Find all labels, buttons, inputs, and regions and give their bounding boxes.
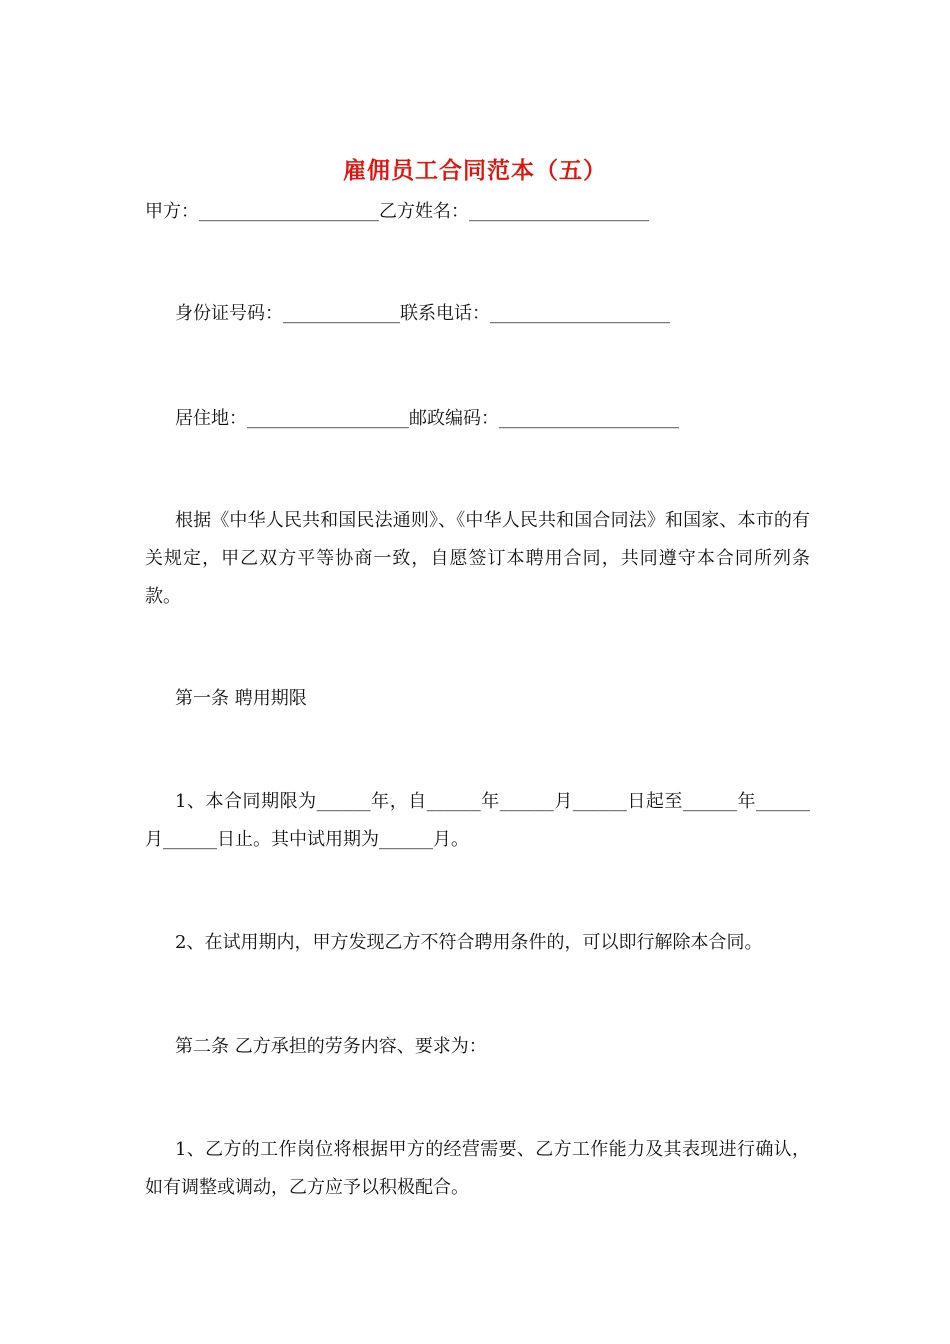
address-and-postcode-line: 居住地：__________________邮政编码：____________________: [175, 408, 679, 429]
article-2-item-1: 1、乙方的工作岗位将根据甲方的经营需要、乙方工作能力及其表现进行确认，如有调整或调动，乙方应予以积极配合。: [145, 1139, 810, 1198]
id-and-phone-line: 身份证号码：_____________联系电话：____________________: [175, 303, 670, 324]
article-1-heading: 第一条 聘用期限: [175, 688, 307, 709]
contract-title: 雇佣员工合同范本（五）: [343, 157, 607, 184]
article-1-item-1: 1、本合同期限为______年，自______年______月______日起至______年______月______日止。其中试用期为______月。: [145, 791, 810, 850]
intro-paragraph: 根据《中华人民共和国民法通则》、《中华人民共和国合同法》和国家、本市的有关规定，甲乙双方平等协商一致，自愿签订本聘用合同，共同遵守本合同所列条款。: [145, 510, 810, 607]
article-1-item-2: 2、在试用期内，甲方发现乙方不符合聘用条件的，可以即行解除本合同。: [175, 932, 763, 953]
party-a-and-name-line: 甲方：____________________乙方姓名：____________________: [145, 201, 649, 222]
article-2-heading: 第二条 乙方承担的劳务内容、要求为：: [175, 1036, 487, 1057]
